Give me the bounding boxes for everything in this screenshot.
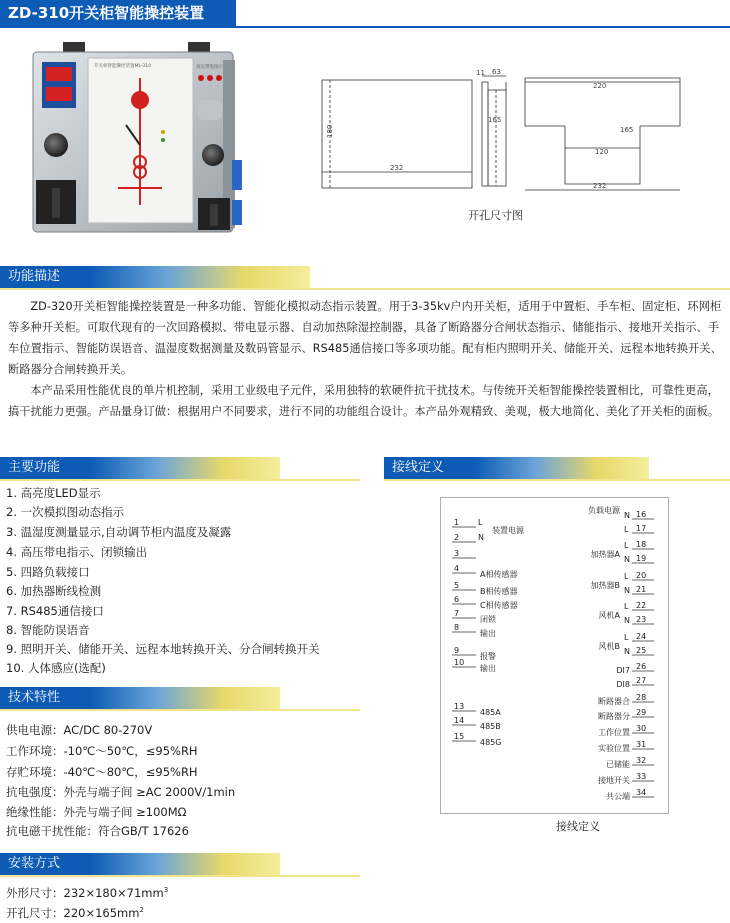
terminal-label: DI8: [616, 680, 630, 689]
terminal-label: 485A: [480, 708, 501, 717]
terminal-label: 485B: [480, 722, 501, 731]
terminal-label: 实验位置: [598, 744, 630, 753]
wiring-diagram: [440, 497, 670, 815]
terminal-pin: N: [478, 533, 484, 542]
terminal-number: 27: [636, 676, 647, 685]
dim-back-inner-width: 120: [595, 148, 609, 156]
terminal-pin: L: [624, 525, 629, 534]
list-item: 7. RS485通信接口: [6, 604, 104, 618]
dim-side-depth: 63: [492, 68, 501, 76]
terminal-label: 输出: [480, 664, 496, 673]
terminal-number: 15: [454, 732, 465, 741]
dim-side-height: 165: [488, 116, 502, 124]
dim-back-bottom-width: 232: [593, 182, 607, 190]
terminal-label: 加热器A: [590, 550, 620, 559]
spec-item: 工作环境：-10℃～50℃，≤95%RH: [6, 744, 198, 758]
list-item: 3. 温湿度测量显示,自动调节柜内温度及凝露: [6, 525, 232, 539]
terminal-label: 闭锁: [480, 615, 496, 624]
terminal-label: 接地开关: [598, 776, 630, 785]
mimic-panel-label: 开关柜智能操控装置ML-310: [94, 64, 152, 69]
section-title: 功能描述: [0, 266, 90, 288]
terminal-label: 断路器分: [598, 712, 630, 721]
section-title: 接线定义: [384, 457, 474, 479]
terminal-number: 23: [636, 615, 647, 624]
terminal-number: 14: [454, 716, 465, 725]
terminal-number: 24: [636, 632, 647, 641]
list-item: 10. 人体感应(选配): [6, 661, 106, 675]
terminal-pin: L: [624, 602, 629, 611]
terminal-label: 共公端: [606, 792, 630, 801]
list-item: 2. 一次模拟图动态指示: [6, 505, 125, 519]
terminal-label: 风机B: [598, 642, 620, 651]
terminal-number: 3: [454, 549, 460, 558]
section-title: 主要功能: [0, 457, 90, 479]
list-item: 1. 高亮度LED显示: [6, 486, 101, 500]
terminal-number: 19: [636, 554, 647, 563]
spec-item: 供电电源：AC/DC 80-270V: [6, 723, 153, 737]
list-item: 5. 四路负载接口: [6, 565, 90, 579]
terminal-pin: N: [624, 647, 630, 656]
terminal-label: B相传感器: [480, 587, 518, 596]
section-main-functions: [0, 457, 360, 479]
terminal-number: 5: [454, 581, 460, 590]
wiring-caption: 接线定义: [556, 820, 600, 833]
list-item: 8. 智能防误语音: [6, 623, 90, 637]
terminal-label: 风机A: [598, 611, 620, 620]
dim-front-width: 232: [390, 164, 404, 172]
install-outline-size: 外形尺寸：$232\times 180\times 71mm^3$: [6, 885, 169, 900]
device-photo: [8, 40, 248, 250]
terminal-label: 已储能: [606, 760, 630, 769]
terminal-label: DI7: [616, 666, 630, 675]
terminal-pin: N: [624, 555, 630, 564]
section-install: [0, 853, 360, 875]
terminal-pin: N: [624, 586, 630, 595]
dim-back-height: 165: [620, 126, 634, 134]
terminal-number: 18: [636, 540, 647, 549]
list-item: 9. 照明开关、储能开关、远程本地转换开关、分合闸转换开关: [6, 642, 320, 656]
terminal-number: 7: [454, 609, 460, 618]
terminal-number: 6: [454, 595, 460, 604]
description-paragraph-2: 本产品采用性能优良的单片机控制，采用工业级电子元件，采用独特的软硬件抗干扰技术。与传统开关柜智能操控装置相比，可靠性更高，搞干扰能力更强。产品量身订做：根据用户不同要求，进行不同的功能组合设计。本产品外观精致、美观，极大地简化、美化了开关柜的面板。: [8, 384, 720, 418]
terminal-number: 1: [454, 518, 460, 527]
page-title: ZD-310开关柜智能操控装置: [0, 0, 236, 26]
terminal-label: 负载电源: [588, 506, 620, 515]
install-cutout-size: 开孔尺寸：$220\times 165mm^2$: [6, 905, 144, 920]
terminal-label: 485G: [480, 738, 502, 747]
terminal-number: 17: [636, 524, 647, 533]
terminal-label: 工作位置: [598, 728, 630, 737]
terminal-number: 21: [636, 585, 647, 594]
spec-item: 抗电磁干扰性能：符合GB/T 17626: [6, 824, 189, 838]
terminal-number: 22: [636, 601, 647, 610]
spec-item: 存贮环境：-40℃～80℃，≤95%RH: [6, 765, 198, 779]
terminal-number: 31: [636, 740, 647, 749]
terminal-number: 34: [636, 788, 647, 797]
terminal-number: 32: [636, 756, 647, 765]
terminal-number: 2: [454, 533, 460, 542]
terminal-number: 10: [454, 658, 465, 667]
indicator-panel-label: 高压带电指示: [196, 65, 223, 70]
terminal-pin: L: [624, 541, 629, 550]
terminal-number: 28: [636, 693, 647, 702]
list-item: 6. 加热器断线检测: [6, 584, 102, 598]
terminal-label: 断路器合: [598, 697, 630, 706]
terminal-number: 9: [454, 646, 460, 655]
terminal-label: 报警: [480, 652, 496, 661]
wiring-frame: [441, 498, 669, 814]
terminal-pin: L: [624, 633, 629, 642]
terminal-number: 26: [636, 662, 647, 671]
terminal-pin: N: [624, 511, 630, 520]
section-title: 安装方式: [0, 853, 90, 875]
terminal-number: 25: [636, 646, 647, 655]
list-item: 4. 高压带电指示、闭锁输出: [6, 545, 148, 559]
terminal-pin: L: [478, 518, 483, 527]
terminal-label: 装置电源: [492, 526, 524, 535]
terminal-number: 16: [636, 510, 647, 519]
terminal-number: 4: [454, 564, 460, 573]
terminal-label: 输出: [480, 629, 496, 638]
terminal-number: 8: [454, 623, 460, 632]
section-wiring: [384, 457, 730, 479]
dim-side-small: 11: [476, 69, 485, 77]
section-function-desc: [0, 266, 730, 288]
cutout-caption: 开孔尺寸图: [468, 209, 523, 222]
cutout-dimension-drawing: [310, 60, 725, 225]
terminal-number: 13: [454, 702, 465, 711]
section-title: 技术特性: [0, 687, 90, 709]
spec-item: 绝缘性能：外壳与端子间 ≥100MΩ: [6, 805, 187, 819]
title-underline: [0, 26, 730, 28]
terminal-number: 29: [636, 708, 647, 717]
dim-back-width: 220: [593, 82, 607, 90]
section-tech-specs: [0, 687, 360, 709]
terminal-number: 20: [636, 571, 647, 580]
terminal-label: C相传感器: [480, 601, 518, 610]
terminal-pin: N: [624, 616, 630, 625]
terminal-label: 加热器B: [590, 581, 620, 590]
terminal-number: 30: [636, 724, 647, 733]
spec-item: 抗电强度：外壳与端子间 ≥AC 2000V/1min: [6, 785, 236, 799]
terminal-number: 33: [636, 772, 647, 781]
terminal-pin: L: [624, 572, 629, 581]
description-paragraph-1: ZD-320开关柜智能操控装置是一种多功能、智能化模拟动态指示装置。用于3-35kv户内开关柜，适用于中置柜、手车柜、固定柜、环网柜等多种开关柜。可取代现有的一次回路模拟、带电显示器、自动加热除湿控制器，具备了断路器分合闸状态指示、储能指示、接地开关指示、手车位置指示、智能防误语音、温湿度数据测量及数码管显示、RS485通信接口等多项功能。配有柜内照明开关、储能开关、远程本地转换开关、断路器分合闸转换开关。: [8, 300, 722, 376]
terminal-label: A相传感器: [480, 570, 518, 579]
dim-front-height: 180: [326, 124, 334, 138]
